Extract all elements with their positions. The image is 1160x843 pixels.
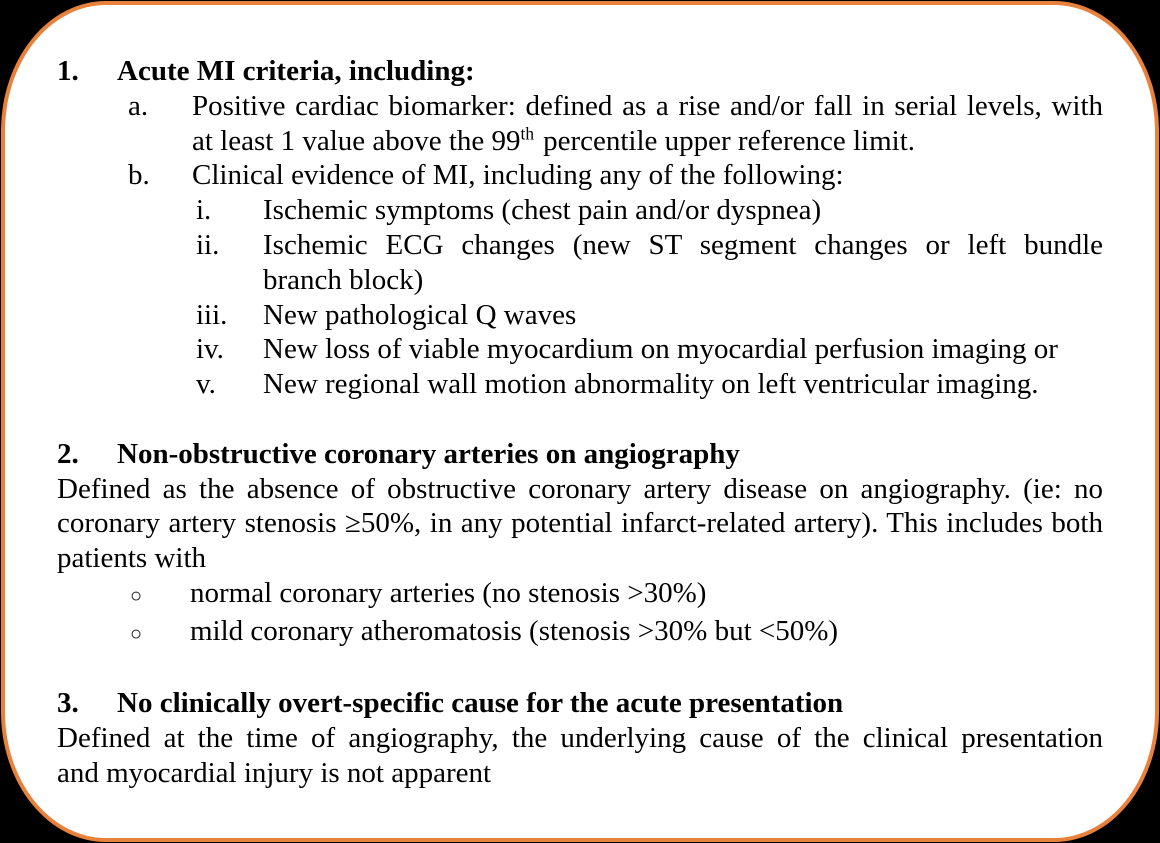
text-line: Ischemic ECG changes (new ST segment changes or left bundle bbox=[263, 228, 1103, 261]
list-item-b bbox=[57, 158, 1103, 193]
item-iii-marker: iii. bbox=[196, 298, 228, 331]
section-2-number: 2. bbox=[57, 437, 79, 470]
text-line: normal coronary arteries (no stenosis >30%) bbox=[190, 576, 707, 609]
section-gap bbox=[57, 402, 1103, 437]
section-3-title: No clinically overt-specific cause for the acute presentation bbox=[117, 687, 844, 720]
section-2-heading bbox=[57, 437, 1103, 472]
item-iv-text bbox=[263, 332, 1103, 367]
item-a-marker: a. bbox=[128, 89, 149, 122]
section-3-heading bbox=[57, 686, 1103, 721]
text-run: percentile upper reference limit. bbox=[543, 124, 916, 157]
text-run: at least 1 value above the 99 bbox=[192, 124, 521, 157]
list-item-a bbox=[57, 89, 1103, 159]
text-line bbox=[192, 124, 1103, 159]
text-line: patients with bbox=[57, 542, 207, 575]
section-2-title: Non-obstructive coronary arteries on angiography bbox=[117, 437, 740, 470]
item-ii-text bbox=[263, 228, 1103, 298]
text-line: coronary artery stenosis ≥50%, in any potential infarct-related artery). This includes both bbox=[57, 507, 1103, 540]
bullet-item-mild-atheromatosis bbox=[57, 614, 1103, 652]
item-b-marker: b. bbox=[128, 159, 150, 192]
section-2-paragraph bbox=[57, 472, 1103, 576]
item-iii-text bbox=[263, 298, 1103, 333]
item-v-marker: v. bbox=[196, 368, 216, 401]
circle-bullet-icon: ○ bbox=[130, 584, 143, 607]
text-line: and myocardial injury is not apparent bbox=[57, 756, 492, 789]
section-1-title: Acute MI criteria, including: bbox=[117, 55, 475, 87]
bullet-text bbox=[190, 614, 1103, 652]
section-3-number: 3. bbox=[57, 687, 79, 720]
section-1-heading bbox=[57, 54, 1103, 89]
section-gap bbox=[57, 652, 1103, 687]
item-i-marker: i. bbox=[196, 194, 212, 227]
text-line: Positive cardiac biomarker: defined as a rise and/or fall in serial levels, with bbox=[192, 89, 1103, 122]
section-1-number: 1. bbox=[57, 55, 79, 87]
list-item-v bbox=[57, 367, 1103, 402]
text-line: Ischemic symptoms (chest pain and/or dyspnea) bbox=[263, 194, 822, 227]
text-line: Defined at the time of angiography, the underlying cause of the clinical presentation bbox=[57, 722, 1103, 755]
item-a-text bbox=[192, 89, 1103, 159]
bullet-item-normal-arteries bbox=[57, 576, 1103, 614]
item-v-text bbox=[263, 367, 1103, 402]
text-line: New pathological Q waves bbox=[263, 298, 577, 331]
section-3-paragraph bbox=[57, 721, 1103, 791]
text-line: New regional wall motion abnormality on left ventricular imaging. bbox=[263, 368, 1039, 401]
text-line: Clinical evidence of MI, including any of the following: bbox=[192, 159, 844, 192]
superscript-th: th bbox=[520, 122, 535, 143]
item-iv-marker: iv. bbox=[196, 333, 224, 366]
item-i-text bbox=[263, 193, 1103, 228]
list-item-i bbox=[57, 193, 1103, 228]
text-line: New loss of viable myocardium on myocardial perfusion imaging or bbox=[263, 333, 1058, 366]
text-line: branch block) bbox=[263, 263, 424, 296]
list-item-ii bbox=[57, 228, 1103, 298]
list-item-iii bbox=[57, 298, 1103, 333]
text-line: mild coronary atheromatosis (stenosis >30% but <50%) bbox=[190, 614, 839, 647]
item-ii-marker: ii. bbox=[196, 228, 220, 261]
item-b-text bbox=[192, 158, 1103, 193]
criteria-panel bbox=[1, 1, 1159, 842]
circle-bullet-icon: ○ bbox=[130, 622, 143, 645]
list-item-iv bbox=[57, 332, 1103, 367]
bullet-text bbox=[190, 576, 1103, 614]
text-line: Defined as the absence of obstructive coronary artery disease on angiography. (ie: no bbox=[57, 472, 1103, 505]
